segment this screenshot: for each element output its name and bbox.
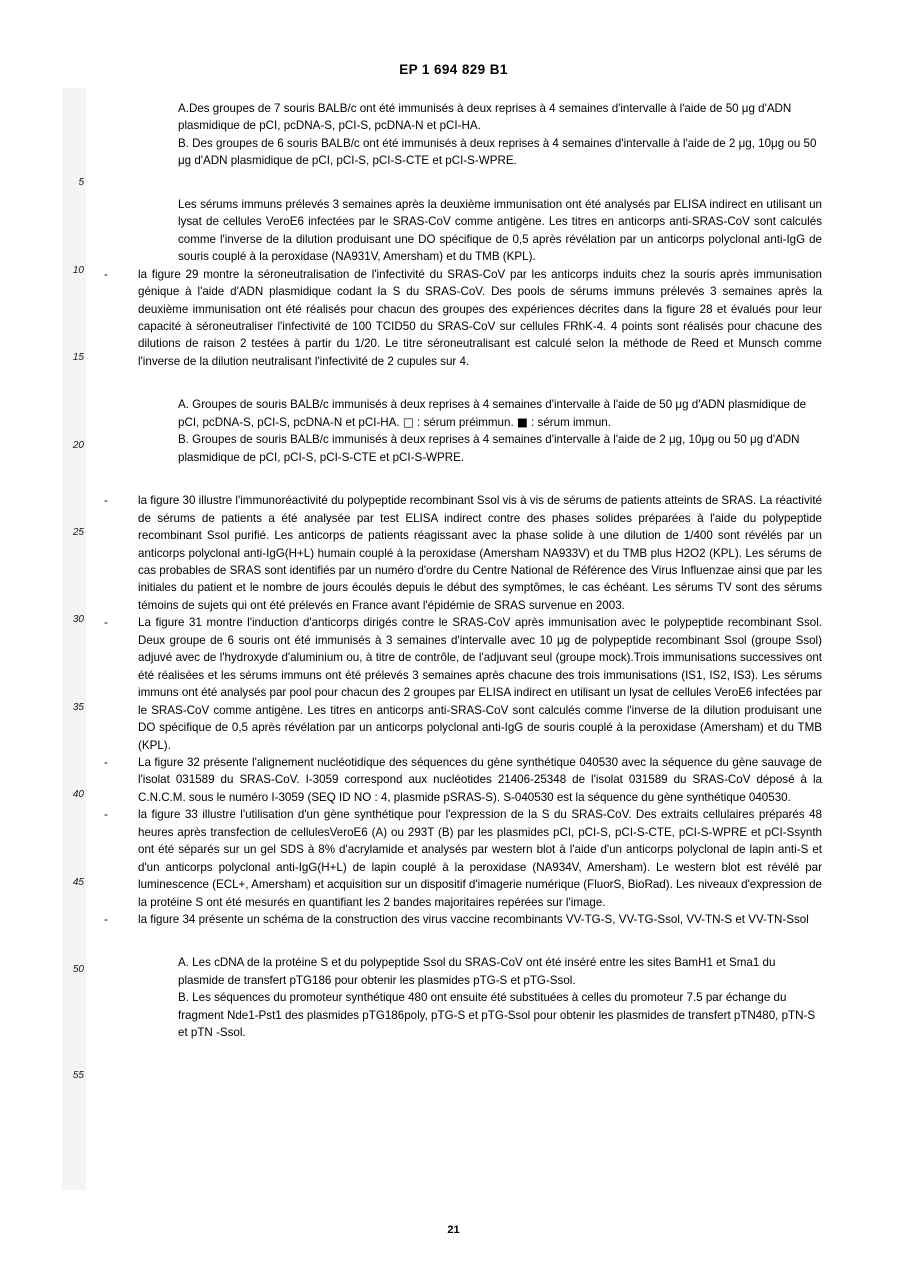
page-number: 21: [447, 1224, 460, 1236]
figure-29-item: [104, 266, 822, 371]
figure-29-legend-a-mid: : sérum préimmun.: [413, 415, 517, 429]
figure-29-text: la figure 29 montre la séroneutralisation de l'infectivité du SRAS-CoV par les anticorps induits chez la souris après immunisation génique à l'aide d'ADN plasmidique codant la S du SRAS-CoV. Des pools de sérums immuns prélevés 3 semaines après la deuxième immunisation ont été réalisés pour chacun des groupes des expériences décrites dans la figure 28 et évalués pour leur capacité à séroneutraliser l'infectivité de 100 TCID50 du SRAS-CoV sur cellules FRhK-4. 4 points sont réalisés pour chacune des dilutions de raison 2 testées à partir du 1/20. Le titre séroneutralisant est calculé selon la méthode de Reed et Munsch comme l'inverse de la dilution neutralisant l'infectivité de 2 cupules sur 4.: [138, 267, 822, 368]
figure-29-legend-a-text: A. Groupes de souris BALB/c immunisés à deux reprises à 4 semaines d'intervalle à l'aide de 50 μg d'ADN plasmidique de pCI, pcDNA-S, pCI-S, pcDNA-N et pCI-HA.: [178, 398, 807, 429]
line-number-15: 15: [72, 352, 84, 363]
dash-bullet-icon: -: [104, 616, 108, 630]
figure-32-item: [104, 754, 822, 806]
left-gutter-band: [62, 88, 86, 1190]
line-number-45: 45: [72, 877, 84, 888]
body-text-column: [100, 100, 822, 1042]
page-title: EP 1 694 829 B1: [399, 62, 508, 77]
figure-32-text: La figure 32 présente l'alignement nucléotidique des séquences du gène synthétique 040530 avec la séquence du gène sauvage de l'isolat 031589 du SRAS-CoV. I-3059 correspond aux nucléotides 21406-25348 de l'isolat 031589 du SRAS-CoV déposé à la C.N.C.M. sous le numéro I-3059 (SEQ ID NO : 4, plasmide pSRAS-S). S-040530 est la séquence du gène synthétique 040530.: [138, 755, 822, 804]
line-number-20: 20: [72, 440, 84, 451]
line-number-40: 40: [72, 789, 84, 800]
spacer: [100, 170, 822, 196]
figure-34-item: [104, 911, 822, 928]
figure-34-legend-a: A. Les cDNA de la protéine S et du polypeptide Ssol du SRAS-CoV ont été inséré entre les sites BamH1 et Sma1 du plasmide de transfert pTG186 pour obtenir les plasmides pTG-S et pTG-Ssol.: [178, 956, 776, 987]
line-number-5: 5: [78, 177, 84, 188]
figure-29-legend-a-end: : sérum immun.: [527, 415, 611, 429]
dash-bullet-icon: -: [104, 267, 108, 281]
line-number-25: 25: [72, 527, 84, 538]
filled-square-icon: ■: [516, 414, 528, 429]
dash-bullet-icon: -: [104, 494, 108, 508]
figure-30-item: [104, 492, 822, 614]
line-number-35: 35: [72, 702, 84, 713]
spacer: [100, 466, 822, 492]
figure-33-text: la figure 33 illustre l'utilisation d'un gène synthétique pour l'expression de la S du SRAS-CoV. Des extraits cellulaires préparés 48 heures après transfection de cellulesVeroE6 (A) ou 293T (B) par les plasmides pCI, pCI-S, pCI-S-CTE, pCI-S-WPRE et pCI-Ssynth ont été séparés sur un gel SDS à 8% d'acrylamide et analysés par western blot à l'aide d'un anticorps polyclonal de lapin anti-S et d'un anticorps polyclonal anti-IgG(H+L) de lapin couplé à la peroxidase (NA934V, Amersham). Le western blot est révélé par luminescence (ECL+, Amersham) et acquisition sur un dispositif d'imagerie numérique (FluorS, BioRad). Les niveaux d'expression de la protéine S ont été mesurés en quantifiant les 2 bandes majoritaires repérées sur l'image.: [138, 808, 822, 909]
open-square-icon: □: [402, 414, 414, 429]
paragraph-elisa: Les sérums immuns prélevés 3 semaines après la deuxième immunisation ont été analysés par ELISA indirect en utilisant un lysat de cellules VeroE6 infectées par le SRAS-CoV comme antigène. Les titres en anticorps anti-SRAS-CoV sont calculés comme l'inverse de la dilution produisant une DO spécifique de 0,5 après révélation par un anticorps polyclonal anti-IgG de souris couplé à la peroxidase (NA931V, Amersham) et du TMB (KPL).: [178, 197, 822, 264]
figure-34-legend-b: B. Les séquences du promoteur synthétique 480 ont ensuite été substituées à celles du promoteur 7.5 par échange du fragment Nde1-Pst1 des plasmides pTG186poly, pTG-S et pTG-Ssol pour obtenir les plasmides de transfert pTN480, pTN-S et pTN -Ssol.: [178, 991, 816, 1040]
intro-legend-block: [178, 100, 822, 170]
paragraph-elisa-block: [178, 196, 822, 266]
line-number-55: 55: [72, 1070, 84, 1081]
spacer: [100, 928, 822, 954]
spacer: [100, 370, 822, 396]
line-number-10: 10: [72, 265, 84, 276]
line-number-30: 30: [72, 614, 84, 625]
intro-para-b: B. Des groupes de 6 souris BALB/c ont été immunisés à deux reprises à 4 semaines d'intervalle à l'aide de 2 μg, 10μg ou 50 μg d'ADN plasmidique de pCI, pCI-S, pCI-S-CTE et pCI-S-WPRE.: [178, 136, 817, 168]
figure-31-item: [104, 614, 822, 754]
dash-bullet-icon: -: [104, 913, 108, 927]
line-number-50: 50: [72, 964, 84, 975]
intro-para-a: A.Des groupes de 7 souris BALB/c ont été immunisés à deux reprises à 4 semaines d'intervalle à l'aide de 50 μg d'ADN plasmidique de pCI, pcDNA-S, pCI-S, pcDNA-N et pCI-HA.: [178, 102, 792, 133]
dash-bullet-icon: -: [104, 755, 108, 769]
dash-bullet-icon: -: [104, 808, 108, 822]
figure-30-text: la figure 30 illustre l'immunoréactivité du polypeptide recombinant Ssol vis à vis de sérums de patients atteints de SRAS. La réactivité de sérums de patients a été analysée par test ELISA indirect contre des phases solides préparées à l'aide du polypeptide recombinant Ssol purifié. Les anticorps de patients réagissant avec la phase solide à une dilution de 1/400 sont révélés par un anticorps polyclonal anti-IgG(H+L) humain couplé à la peroxidase (Amersham NA933V) et du TMB plus H2O2 (KPL). Les sérums de cas probables de SRAS sont identifiés par un numéro d'ordre du Centre National de Référence des Virus Influenzae ainsi que par les initiales du patient et le nombre de jours écoulés depuis le début des symptômes, le cas échéant. Les sérums TV sont des sérums témoins de sujets qui ont été prélevés en France avant l'épidémie de SRAS survenue en 2003.: [138, 494, 822, 612]
figure-29-legend-b: B. Groupes de souris BALB/c immunisés à deux reprises à 4 semaines d'intervalle à l'aide de 2 μg, 10μg ou 50 μg d'ADN plasmidique de pCI, pCI-S, pCI-S-CTE et pCI-S-WPRE.: [178, 433, 800, 464]
figure-33-item: [104, 806, 822, 911]
figure-31-text: La figure 31 montre l'induction d'anticorps dirigés contre le SRAS-CoV après immunisation avec le polypeptide recombinant Ssol. Deux groupe de 6 souris ont été immunisés à 3 semaines d'intervalle avec 10 μg de polypeptide recombinant Ssol (groupe Ssol) adjuvé avec de l'hydroxyde d'aluminium ou, à titre de contrôle, de l'adjuvant seul (groupe mock).Trois immunisations successives ont été réalisées et les sérums immuns ont été prélevés 3 semaines après chacune des trois immunisations (IS1, IS2, IS3). Les sérums immuns ont été analysés par pool pour chacun des 2 groupes par ELISA indirect en utilisant un lysat de cellules VeroE6 infectées par le SRAS-CoV comme antigène. Les titres en anticorps anti-SRAS-CoV sont calculés comme l'inverse de la dilution produisant une DO spécifique de 0,5 après révélation par un anticorps polyclonal anti-IgG de souris couplé à la peroxidase (Amersham) et du TMB (KPL).: [138, 616, 822, 752]
figure-34-text: la figure 34 présente un schéma de la construction des virus vaccine recombinants VV-TG-S, VV-TG-Ssol, VV-TN-S et VV-TN-Ssol: [138, 913, 809, 927]
figure-29-legend-block: [178, 396, 822, 466]
figure-34-legend-block: [178, 954, 822, 1041]
figure-29-legend-a: [178, 396, 822, 431]
